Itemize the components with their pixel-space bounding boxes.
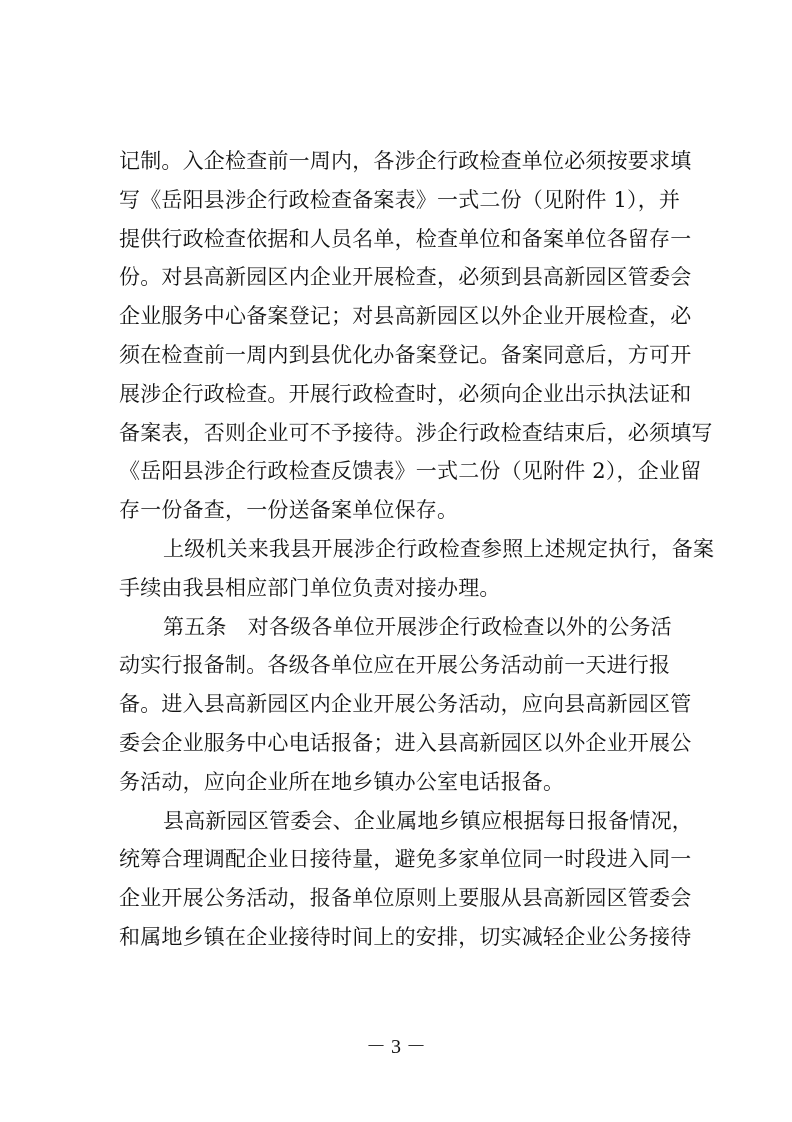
text-line: 写《岳阳县涉企行政检查备案表》一式二份（见附件 1），并 xyxy=(119,187,681,212)
text-line: 企业服务中心备案登记；对县高新园区以外企业开展检查，必 xyxy=(119,304,692,329)
text-line: 和属地乡镇在企业接待时间上的安排，切实减轻企业公务接待 xyxy=(119,924,692,949)
text-line: 《岳阳县涉企行政检查反馈表》一式二份（见附件 2），企业留 xyxy=(119,459,702,484)
text-line: 企业开展公务活动，报备单位原则上要服从县高新园区管委会 xyxy=(119,886,692,911)
text-line: 存一份备查，一份送备案单位保存。 xyxy=(119,498,459,523)
text-line: 记制。入企检查前一周内，各涉企行政检查单位必须按要求填 xyxy=(119,149,692,173)
text-line: 统筹合理调配企业日接待量，避免多家单位同一时段进入同一 xyxy=(119,847,692,872)
text-line: 手续由我县相应部门单位负责对接办理。 xyxy=(119,575,501,600)
text-line: 须在检查前一周内到县优化办备案登记。备案同意后，方可开 xyxy=(119,342,692,367)
text-line: 务活动，应向企业所在地乡镇办公室电话报备。 xyxy=(119,769,565,794)
text-line: 提供行政检查依据和人员名单，检查单位和备案单位各留存一 xyxy=(119,226,692,251)
article-five-heading-line: 第五条 对各级各单位开展涉企行政检查以外的公务活 xyxy=(163,614,672,639)
text-line: 委会企业服务中心电话报备；进入县高新园区以外企业开展公 xyxy=(119,730,692,755)
paragraph-start-line: 上级机关来我县开展涉企行政检查参照上述规定执行，备案 xyxy=(163,536,715,561)
document-body xyxy=(119,142,715,957)
text-line: 备案表，否则企业可不予接待。涉企行政检查结束后，必须填写 xyxy=(119,420,713,445)
text-line: 展涉企行政检查。开展行政检查时，必须向企业出示执法证和 xyxy=(119,381,692,406)
page-number: － 3 － xyxy=(366,1036,426,1058)
paragraph-start-line: 县高新园区管委会、企业属地乡镇应根据每日报备情况， xyxy=(163,808,693,833)
text-line: 备。进入县高新园区内企业开展公务活动，应向县高新园区管 xyxy=(119,692,692,717)
text-line: 份。对县高新园区内企业开展检查，必须到县高新园区管委会 xyxy=(119,265,692,290)
text-line: 动实行报备制。各级各单位应在开展公务活动前一天进行报 xyxy=(119,653,671,678)
